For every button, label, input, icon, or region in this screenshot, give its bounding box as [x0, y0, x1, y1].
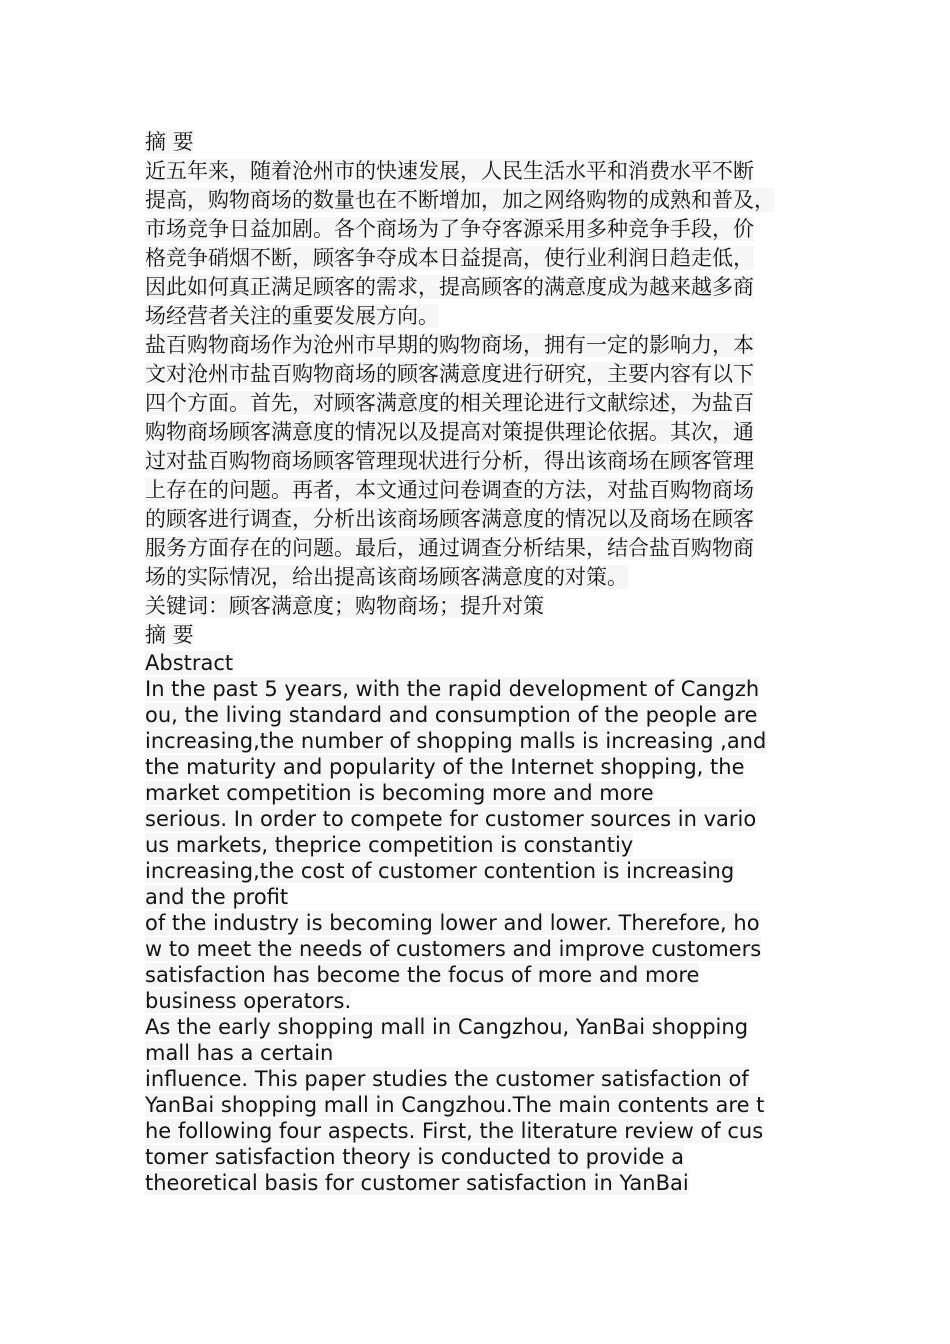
text-line: As the early shopping mall in Cangzhou, YanBai shopping: [145, 1015, 749, 1039]
zh-heading: 摘 要: [145, 130, 194, 154]
text-line: YanBai shopping mall in Cangzhou.The main contents are t: [145, 1093, 765, 1117]
text-line: market competition is becoming more and more: [145, 781, 654, 805]
text-line: and the profit: [145, 885, 289, 909]
text-line: increasing,the number of shopping malls is increasing ,and: [145, 729, 767, 753]
text-line: serious. In order to compete for customer sources in vario: [145, 807, 757, 831]
text-line: 上存在的问题。再者，本文通过问卷调查的方法，对盐百购物商场: [145, 478, 754, 502]
text-line: 近五年来，随着沧州市的快速发展，人民生活水平和消费水平不断: [145, 159, 754, 183]
text-line: 文对沧州市盐百购物商场的顾客满意度进行研究，主要内容有以下: [145, 362, 754, 386]
text-line: w to meet the needs of customers and improve customers: [145, 937, 762, 961]
zh-abstract-paragraph-2: [145, 331, 815, 592]
text-line: In the past 5 years, with the rapid development of Cangzh: [145, 677, 760, 701]
zh-heading-repeat: 摘 要: [145, 623, 194, 647]
text-line: tomer satisfaction theory is conducted to provide a: [145, 1145, 685, 1169]
en-heading: Abstract: [145, 651, 234, 675]
text-line: 过对盐百购物商场顾客管理现状进行分析，得出该商场在顾客管理: [145, 449, 754, 473]
text-line: 因此如何真正满足顾客的需求，提高顾客的满意度成为越来越多商: [145, 275, 754, 299]
text-line: 提高，购物商场的数量也在不断增加，加之网络购物的成熟和普及，: [145, 188, 775, 212]
text-line: 场的实际情况，给出提高该商场顾客满意度的对策。: [145, 565, 628, 589]
text-line: theoretical basis for customer satisfaction in YanBai: [145, 1171, 689, 1195]
text-line: 场经营者关注的重要发展方向。: [145, 304, 439, 328]
text-line: increasing,the cost of customer contention is increasing: [145, 859, 735, 883]
document-body: [145, 128, 815, 1196]
text-line: 四个方面。首先，对顾客满意度的相关理论进行文献综述，为盐百: [145, 391, 754, 415]
en-abstract-paragraph-1: [145, 676, 815, 1014]
text-line: 服务方面存在的问题。最后，通过调查分析结果，结合盐百购物商: [145, 536, 754, 560]
en-abstract-paragraph-2: [145, 1014, 815, 1196]
text-line: satisfaction has become the focus of more and more: [145, 963, 700, 987]
text-line: the maturity and popularity of the Internet shopping, the: [145, 755, 745, 779]
text-line: 市场竞争日益加剧。各个商场为了争夺客源采用多种竞争手段，价: [145, 217, 754, 241]
text-line: ou, the living standard and consumption of the people are: [145, 703, 758, 727]
text-line: business operators.: [145, 989, 352, 1013]
text-line: influence. This paper studies the customer satisfaction of: [145, 1067, 749, 1091]
text-line: he following four aspects. First, the literature review of cus: [145, 1119, 764, 1143]
text-line: us markets, theprice competition is constantiy: [145, 833, 634, 857]
text-line: 的顾客进行调查，分析出该商场顾客满意度的情况以及商场在顾客: [145, 507, 754, 531]
zh-abstract-paragraph-1: [145, 157, 815, 331]
zh-keywords: 关键词：顾客满意度；购物商场；提升对策: [145, 594, 544, 618]
text-line: of the industry is becoming lower and lower. Therefore, ho: [145, 911, 760, 935]
text-line: 盐百购物商场作为沧州市早期的购物商场，拥有一定的影响力，本: [145, 333, 754, 357]
text-line: mall has a certain: [145, 1041, 334, 1065]
text-line: 购物商场顾客满意度的情况以及提高对策提供理论依据。其次，通: [145, 420, 754, 444]
text-line: 格竞争硝烟不断，顾客争夺成本日益提高，使行业利润日趋走低，: [145, 246, 754, 270]
